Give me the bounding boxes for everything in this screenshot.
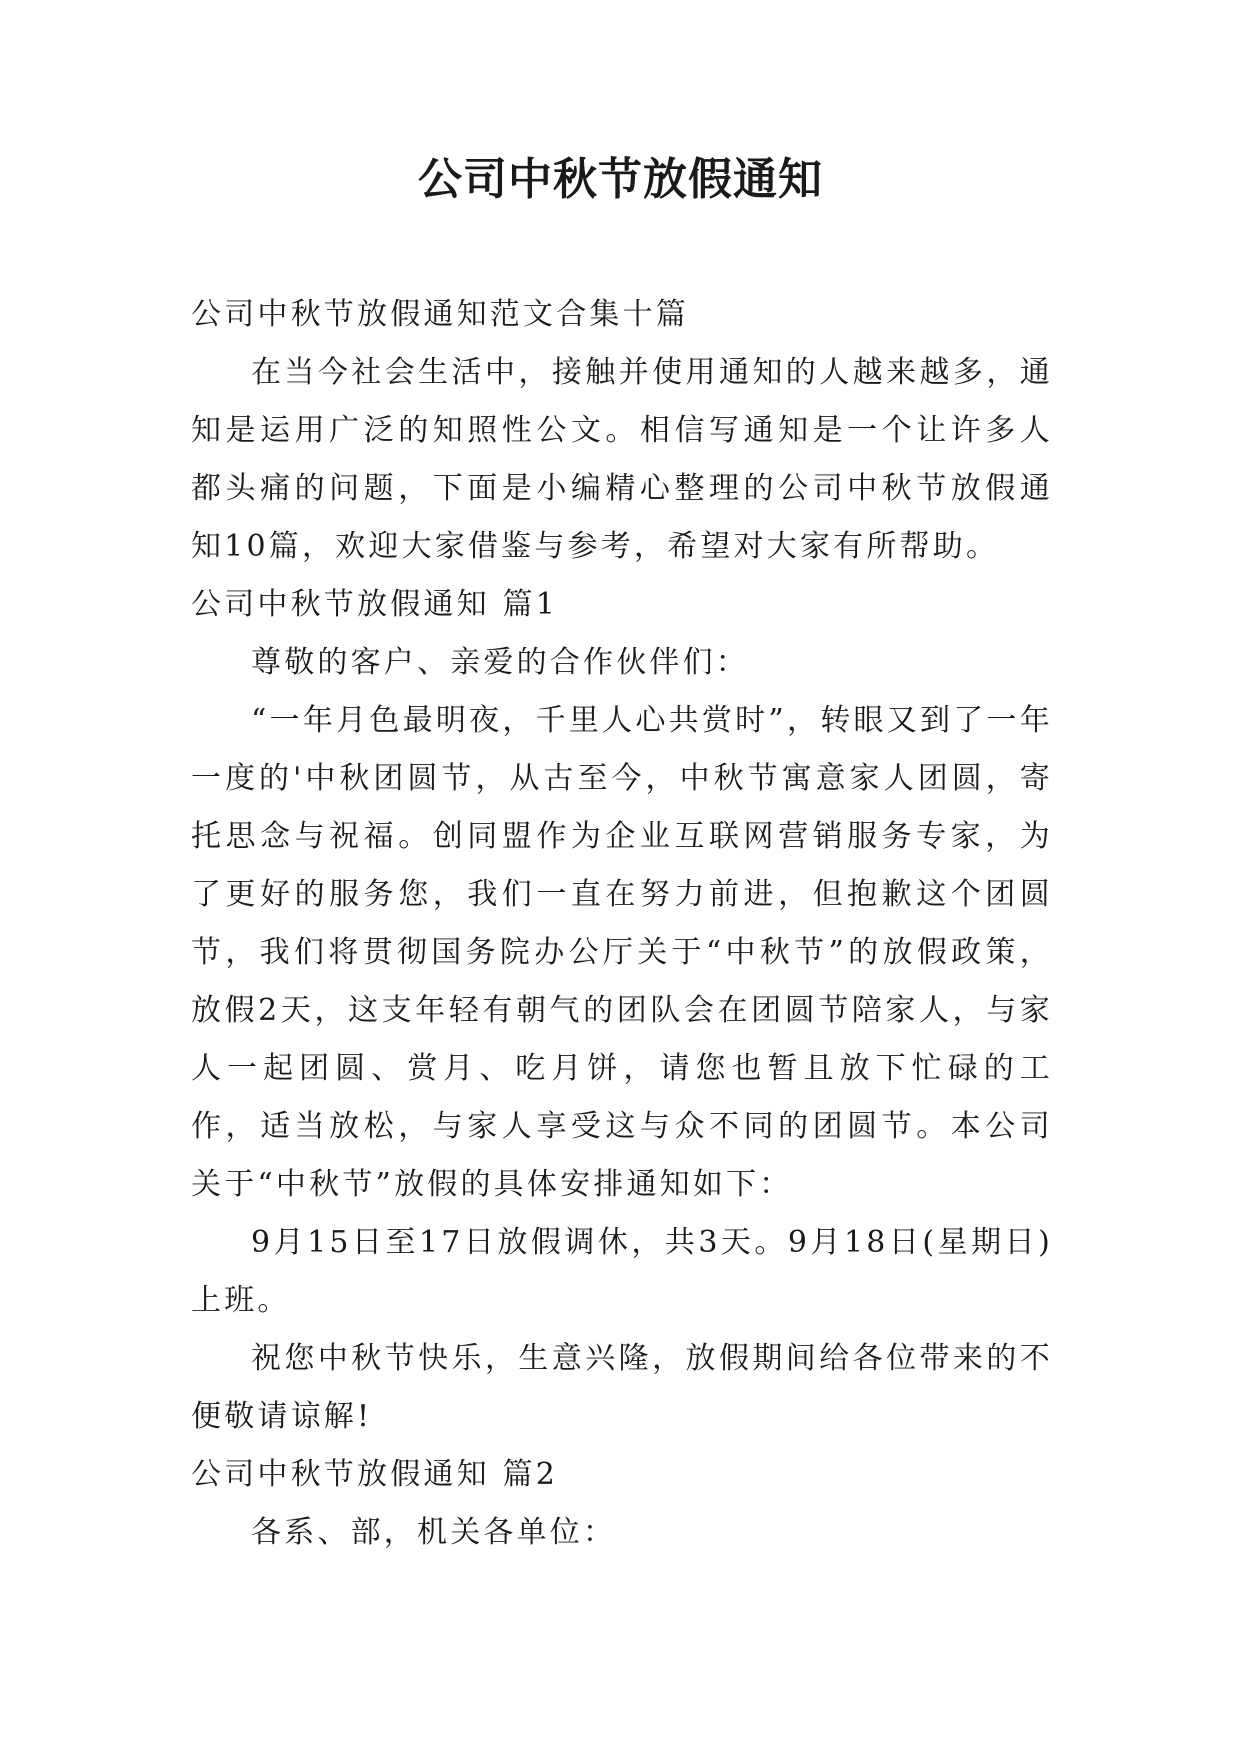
body-paragraph-1: “一年月色最明夜，千里人心共赏时”，转眼又到了一年一度的'中秋团圆节，从古至今，中秋节寓意家人团圆，寄托思念与祝福。创同盟作为企业互联网营销服务专家，为了更好的服务您，我们一直在努力前进，但抱歉这个团圆节，我们将贯彻国务院办公厅关于“中秋节”的放假政策，放假2天，这支年轻有朝气的团队会在团圆节陪家人，与家人一起团圆、赏月、吃月饼，请您也暂且放下忙碌的工作，适当放松，与家人享受这与众不同的团圆节。本公司关于“中秋节”放假的具体安排通知如下：: [191, 703, 1053, 1202]
closing-paragraph: 祝您中秋节快乐，生意兴隆，放假期间给各位带来的不便敬请谅解!: [191, 1341, 1053, 1434]
document-title: 公司中秋节放假通知: [418, 154, 823, 205]
document-body: [191, 286, 1053, 1562]
intro-paragraph: 在当今社会生活中，接触并使用通知的人越来越多，通知是运用广泛的知照性公文。相信写通知是一个让许多人都头痛的问题，下面是小编精心整理的公司中秋节放假通知10篇，欢迎大家借鉴与参考，希望对大家有所帮助。: [191, 355, 1053, 564]
section-heading-2: 公司中秋节放假通知 篇2: [191, 1457, 559, 1492]
intro-heading: 公司中秋节放假通知范文合集十篇: [191, 297, 689, 332]
salutation-1: 尊敬的客户、亲爱的合作伙伴们：: [251, 645, 749, 680]
section-heading-1: 公司中秋节放假通知 篇1: [191, 587, 559, 622]
schedule-paragraph: 9月15日至17日放假调休，共3天。9月18日(星期日)上班。: [191, 1225, 1053, 1318]
salutation-2: 各系、部，机关各单位：: [251, 1515, 617, 1550]
